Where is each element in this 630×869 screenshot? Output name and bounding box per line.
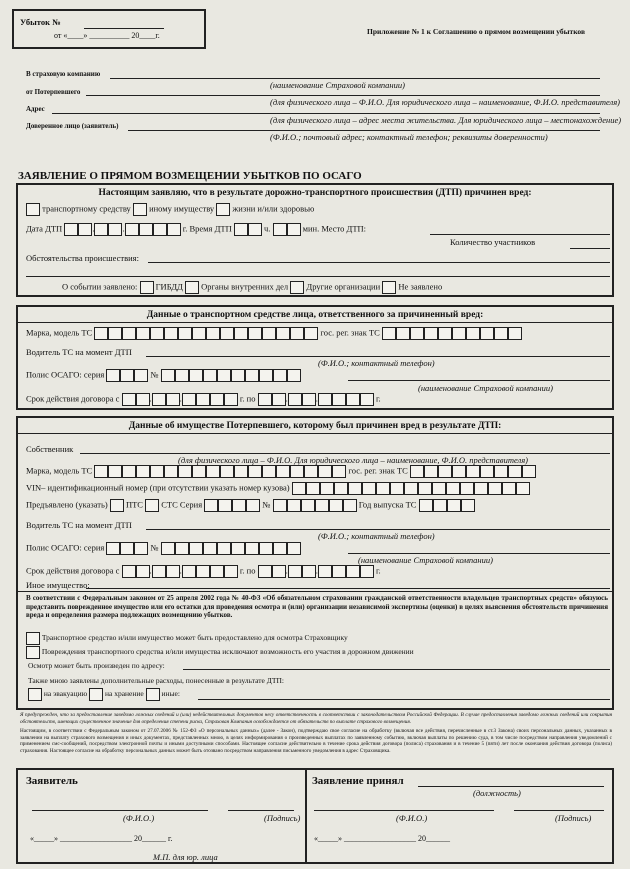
digit-cell[interactable]: [122, 393, 136, 406]
digit-cell[interactable]: [120, 369, 134, 382]
section-guilty-vehicle: Данные о транспортном средстве лица, ответственного за причиненный вред: Марка, модель ТС гос. рег. знак ТС Водитель ТС на момент ДТП (Ф.И.О.; контактный телефон) Полис ОСАГО: серия № (наименование Страховой компании) Срок действия договора с . . г. по . . г.: [16, 305, 614, 410]
digit-cell[interactable]: [224, 565, 238, 578]
digit-cell[interactable]: [108, 223, 122, 236]
address-field[interactable]: [52, 113, 600, 114]
gibdd-label: ГИБДД: [155, 281, 183, 292]
digit-cell[interactable]: [217, 542, 231, 555]
digit-cell[interactable]: [166, 393, 180, 406]
digit-cell[interactable]: [164, 327, 178, 340]
digit-cell[interactable]: [234, 223, 248, 236]
vin-label: VIN– идентификационный номер (при отсутствии указать номер кузова): [26, 482, 290, 493]
victim-insurer-field[interactable]: [348, 553, 610, 554]
digit-cell[interactable]: [108, 327, 122, 340]
digit-cell[interactable]: [259, 542, 273, 555]
digit-cell[interactable]: [245, 542, 259, 555]
checkbox-not-reported[interactable]: [382, 281, 396, 294]
victim-term-label: Срок действия договора с: [26, 565, 120, 576]
digit-cell[interactable]: [432, 482, 446, 495]
section-damage: [16, 183, 614, 297]
digit-cell[interactable]: [332, 393, 346, 406]
victim-policy-hint: (наименование Страховой компании): [358, 555, 493, 565]
digit-cell[interactable]: [153, 223, 167, 236]
inspection-label: Осмотр может быть произведен по адресу:: [28, 661, 165, 670]
digit-cell[interactable]: [203, 369, 217, 382]
digit-cell[interactable]: [258, 393, 272, 406]
accepted-label: Заявление принял: [312, 775, 404, 787]
digit-cell[interactable]: [136, 327, 150, 340]
digit-cell[interactable]: [106, 542, 120, 555]
evac-label: на эвакуацию: [43, 689, 88, 699]
digit-cell[interactable]: [410, 327, 424, 340]
digit-cell[interactable]: [234, 327, 248, 340]
digit-cell[interactable]: [134, 369, 148, 382]
digit-cell[interactable]: [175, 542, 189, 555]
digit-cell[interactable]: [396, 327, 410, 340]
digit-cell[interactable]: [224, 393, 238, 406]
digit-cell[interactable]: [382, 327, 396, 340]
guilty-driver-label: Водитель ТС на момент ДТП: [26, 347, 132, 357]
victim-driver-field[interactable]: [146, 529, 610, 530]
digit-cell[interactable]: [94, 327, 108, 340]
digit-cell[interactable]: [488, 482, 502, 495]
hour-suffix: ч.: [263, 223, 271, 234]
digit-cell[interactable]: [290, 465, 304, 478]
applicant-fio-field[interactable]: [32, 810, 208, 811]
digit-cell[interactable]: [178, 465, 192, 478]
digit-cell[interactable]: [122, 465, 136, 478]
digit-cell[interactable]: [120, 542, 134, 555]
digit-cell[interactable]: [360, 565, 374, 578]
digit-cell[interactable]: [272, 393, 286, 406]
victim-reg-label: гос. рег. знак ТС: [348, 465, 408, 476]
accepted-date: «_____» __________________ 20______: [314, 834, 450, 843]
applicant-date: «_____» __________________ 20______ г.: [30, 834, 173, 843]
digit-cell[interactable]: [508, 465, 522, 478]
digit-cell[interactable]: [161, 369, 175, 382]
guilty-no-label: №: [150, 369, 159, 380]
guilty-driver-hint: (Ф.И.О.; контактный телефон): [318, 358, 435, 368]
victim-policy-label: Полис ОСАГО: серия: [26, 542, 105, 553]
dtp-place-label: мин. Место ДТП:: [302, 223, 367, 234]
digit-cell[interactable]: [231, 369, 245, 382]
digit-cell[interactable]: [152, 565, 166, 578]
digit-cell[interactable]: [94, 223, 108, 236]
digit-cell[interactable]: [178, 327, 192, 340]
owner-field[interactable]: [80, 453, 610, 454]
digit-cell[interactable]: [480, 327, 494, 340]
to-company-hint: (наименование Страховой компании): [270, 80, 405, 90]
digit-cell[interactable]: [192, 327, 206, 340]
digit-cell[interactable]: [220, 327, 234, 340]
digit-cell[interactable]: [318, 393, 332, 406]
applicant-signature-hint: (Подпись): [264, 813, 301, 823]
proxy-hint: (Ф.И.О.; почтовый адрес; контактный телефон; реквизиты доверенности): [270, 132, 548, 142]
section-damage-heading: Настоящим заявляю, что в результате дорожно-транспортного происшествия (ДТП) причинен вред:: [98, 188, 532, 198]
digit-cell[interactable]: [318, 465, 332, 478]
digit-cell[interactable]: [362, 482, 376, 495]
digit-cell[interactable]: [136, 565, 150, 578]
digit-cell[interactable]: [122, 565, 136, 578]
digit-cell[interactable]: [302, 565, 316, 578]
presented-label: Предъявлено (указать): [26, 499, 108, 510]
digit-cell[interactable]: [508, 327, 522, 340]
digit-cell[interactable]: [446, 482, 460, 495]
digit-cell[interactable]: [182, 565, 196, 578]
digit-cell[interactable]: [276, 327, 290, 340]
circumstances-label: Обстоятельства происшествия:: [26, 253, 139, 263]
digit-cell[interactable]: [433, 499, 447, 512]
digit-cell[interactable]: [196, 565, 210, 578]
reported-label: О событии заявлено:: [62, 281, 138, 292]
digit-cell[interactable]: [404, 482, 418, 495]
digit-cell[interactable]: [231, 542, 245, 555]
digit-cell[interactable]: [287, 369, 301, 382]
digit-cell[interactable]: [161, 542, 175, 555]
digit-cell[interactable]: [136, 393, 150, 406]
accepted-fio-field[interactable]: [314, 810, 494, 811]
digit-cell[interactable]: [248, 327, 262, 340]
digit-cell[interactable]: [306, 482, 320, 495]
digit-cell[interactable]: [290, 327, 304, 340]
victim-term-to: г. по: [239, 565, 256, 576]
digit-cell[interactable]: [424, 465, 438, 478]
digit-cell[interactable]: [320, 482, 334, 495]
digit-cell[interactable]: [64, 223, 78, 236]
digit-cell[interactable]: [234, 465, 248, 478]
digit-cell[interactable]: [220, 465, 234, 478]
victim-driver-label: Водитель ТС на момент ДТП: [26, 520, 132, 530]
digit-cell[interactable]: [329, 499, 343, 512]
digit-cell[interactable]: [125, 223, 139, 236]
digit-cell[interactable]: [273, 542, 287, 555]
digit-cell[interactable]: [259, 369, 273, 382]
loss-number-label: Убыток №: [20, 17, 61, 27]
guilty-reg-label: гос. рег. знак ТС: [320, 327, 380, 338]
section-victim-heading: Данные об имуществе Потерпевшего, которому был причинен вред в результате ДТП:: [18, 421, 612, 434]
digit-cell[interactable]: [210, 393, 224, 406]
digit-cell[interactable]: [287, 499, 301, 512]
accepted-signature-field[interactable]: [514, 810, 604, 811]
from-victim-field[interactable]: [86, 95, 600, 96]
checkbox-property[interactable]: [133, 203, 147, 216]
digit-cell[interactable]: [164, 465, 178, 478]
storage-label: на хранение: [104, 689, 144, 699]
opt-can-inspect-label: Транспортное средство и/или имущество может быть предоставлено для осмотра Страховщику: [41, 633, 348, 643]
digit-cell[interactable]: [332, 565, 346, 578]
victim-no-label: №: [150, 542, 159, 553]
digit-cell[interactable]: [343, 499, 357, 512]
digit-cell[interactable]: [376, 482, 390, 495]
digit-cell[interactable]: [452, 465, 466, 478]
digit-cell[interactable]: [203, 542, 217, 555]
digit-cell[interactable]: [302, 393, 316, 406]
year-label: Год выпуска ТС: [358, 499, 417, 510]
applicant-signature-field[interactable]: [228, 810, 294, 811]
digit-cell[interactable]: [248, 465, 262, 478]
other-exp-label: иные:: [161, 689, 180, 699]
inspection-address-field[interactable]: [183, 669, 610, 670]
digit-cell[interactable]: [273, 499, 287, 512]
checkbox-evac[interactable]: [28, 688, 42, 701]
digit-cell[interactable]: [461, 499, 475, 512]
proxy-label: Доверенное лицо (заявитель): [26, 122, 119, 130]
opt-property-label: иному имуществу: [149, 203, 215, 214]
digit-cell[interactable]: [480, 465, 494, 478]
digit-cell[interactable]: [332, 465, 346, 478]
sts-label: СТС Серия: [161, 499, 203, 510]
digit-cell[interactable]: [315, 499, 329, 512]
digit-cell[interactable]: [272, 565, 286, 578]
reported-row: [62, 281, 442, 294]
digit-cell[interactable]: [276, 465, 290, 478]
digit-cell[interactable]: [346, 565, 360, 578]
digit-cell[interactable]: [150, 465, 164, 478]
digit-cell[interactable]: [210, 565, 224, 578]
digit-cell[interactable]: [182, 393, 196, 406]
guilty-insurer-field[interactable]: [348, 380, 610, 381]
loss-number-box: [12, 9, 206, 49]
warning-text: Я предупрежден, что за предоставление заведомо ложных сведений и (или) недействительных документов несу ответственность в соответствии с законодательством Российской Федерации. В случае предоставления заведомо ложных сведений или сокрытия обстоятельств, имеющих существенное значение для определения степени риска, Страховая Компания освобождается от обязательств по выплате страхового возмещения.: [20, 712, 612, 725]
victim-make-label: Марка, модель ТС: [26, 465, 93, 476]
digit-cell[interactable]: [139, 223, 153, 236]
digit-cell[interactable]: [204, 499, 218, 512]
accepted-signature-hint: (Подпись): [555, 813, 592, 823]
digit-cell[interactable]: [108, 465, 122, 478]
digit-cell[interactable]: [466, 465, 480, 478]
digit-cell[interactable]: [301, 499, 315, 512]
owner-label: Собственник: [26, 444, 74, 454]
digit-cell[interactable]: [466, 327, 480, 340]
digit-cell[interactable]: [258, 565, 272, 578]
other-expenses-field[interactable]: [198, 699, 610, 700]
guilty-term-end: г.: [375, 393, 381, 404]
checkbox-life[interactable]: [216, 203, 230, 216]
loss-date: от «____» __________ 20____г.: [54, 31, 160, 40]
guilty-term-to: г. по: [239, 393, 256, 404]
digit-cell[interactable]: [522, 465, 536, 478]
opt-cannot-drive-label: Повреждения транспортного средства и/или имущества исключают возможность его участия в дорожном движении: [41, 647, 414, 657]
opt-life-label: жизни и/или здоровью: [232, 203, 315, 214]
digit-cell[interactable]: [494, 465, 508, 478]
digit-cell[interactable]: [189, 542, 203, 555]
digit-cell[interactable]: [390, 482, 404, 495]
other-org-label: Другие организации: [306, 281, 381, 292]
law-text: В соответствии с Федеральным законом от 25 апреля 2002 года № 40-ФЗ «Об обязательном страховании гражданской ответственности владельцев транспортных средств» обязуюсь представить поврежденное имущество или его остатки для проведения осмотра и (или) организации независимой экспертизы (оценки) в целях выяснения обстоятельств причинения вреда и определения размера подлежащих возмещению убытков.: [26, 594, 608, 619]
digit-cell[interactable]: [122, 327, 136, 340]
digit-cell[interactable]: [304, 465, 318, 478]
digit-cell[interactable]: [348, 482, 362, 495]
consent-text: Настоящим, в соответствии с Федеральным законом от 27.07.2006 № 152-ФЗ «О персональных данных» (далее - Закон), подтверждаю свое согласие на обработку (включая все действия, перечисленные в ст.3 Закона) своих персональных данных, указанных в заявлении на выплату страхового возмещения и иных документах, представленных мною, в целях информирования о произведенных выплатах по заявленному событию, включая выплаты по решению суда, в том числе посредством направления уведомлений с применением смс-сообщений, посредством электронной почты и иными доступными способами. Настоящее согласие действительно в течение срока действия договора (полиса) страхования и в течение 5 (пяти) лет после окончания действия договора (полиса) страхования. Настоящее согласие на обработку персональных данных может быть отозвано посредством направления письменного уведомления в адрес Страховщика.: [20, 728, 612, 754]
digit-cell[interactable]: [94, 465, 108, 478]
other-property-label: Иное имущество:: [26, 580, 90, 590]
digit-cell[interactable]: [424, 327, 438, 340]
digit-cell[interactable]: [346, 393, 360, 406]
digit-cell[interactable]: [217, 369, 231, 382]
digit-cell[interactable]: [516, 482, 530, 495]
digit-cell[interactable]: [196, 393, 210, 406]
digit-cell[interactable]: [245, 369, 259, 382]
digit-cell[interactable]: [288, 393, 302, 406]
guilty-policy-label: Полис ОСАГО: серия: [26, 369, 105, 380]
digit-cell[interactable]: [287, 542, 301, 555]
digit-cell[interactable]: [447, 499, 461, 512]
digit-cell[interactable]: [287, 223, 301, 236]
appendix-note: Приложение № 1 к Соглашению о прямом возмещении убытков: [367, 27, 586, 36]
pts-label: ПТС: [125, 499, 143, 510]
digit-cell[interactable]: [152, 393, 166, 406]
to-company-field[interactable]: [110, 78, 600, 79]
digit-cell[interactable]: [218, 499, 232, 512]
address-label: Адрес: [26, 105, 45, 113]
digit-cell[interactable]: [452, 327, 466, 340]
guilty-policy-hint: (наименование Страховой компании): [418, 383, 553, 393]
digit-cell[interactable]: [167, 223, 181, 236]
victim-driver-hint: (Ф.И.О.; контактный телефон): [318, 531, 435, 541]
digit-cell[interactable]: [410, 465, 424, 478]
digit-cell[interactable]: [438, 327, 452, 340]
checkbox-other-exp[interactable]: [146, 688, 160, 701]
digit-cell[interactable]: [248, 223, 262, 236]
digit-cell[interactable]: [150, 327, 164, 340]
digit-cell[interactable]: [494, 327, 508, 340]
participants-field[interactable]: [570, 248, 610, 249]
circumstances-field-2[interactable]: [26, 276, 610, 277]
digit-cell[interactable]: [460, 482, 474, 495]
checkbox-police[interactable]: [185, 281, 199, 294]
digit-cell[interactable]: [273, 223, 287, 236]
dtp-place-field[interactable]: [430, 234, 610, 235]
guilty-make-label: Марка, модель ТС: [26, 327, 93, 338]
dtp-date-row: Дата ДТП . . г. Время ДТП ч. мин. Место ДТП:: [26, 223, 366, 236]
accepted-fio-hint: (Ф.И.О.): [396, 813, 428, 823]
digit-cell[interactable]: [106, 369, 120, 382]
digit-cell[interactable]: [273, 369, 287, 382]
checkbox-gibdd[interactable]: [140, 281, 154, 294]
checkbox-vehicle[interactable]: [26, 203, 40, 216]
guilty-term-label: Срок действия договора с: [26, 393, 120, 404]
digit-cell[interactable]: [360, 393, 374, 406]
expenses-label: Также мною заявлены дополнительные расходы, понесенные в результате ДТП:: [28, 676, 284, 685]
opt-vehicle-label: транспортному средству: [42, 203, 131, 214]
from-victim-label: от Потерпевшего: [26, 88, 81, 96]
section-victim-property: Данные об имуществе Потерпевшего, которому был причинен вред в результате ДТП: Собственник (для физического лица – Ф.И.О. Для юридического лица – наименование, Ф.И.О. представителя) Марка, модель ТС гос. рег. знак ТС VIN– идентификационный номер (при отсутствии указать номер кузова) Предъявлено (указать) ПТС СТС Серия № Год выпуска ТС Водитель ТС на момент ДТП (Ф.И.О.; контактный телефон) Полис ОСАГО: серия № (наименование Страховой компании) Срок действия договора с . . г. по . . г. Иное имущество: В соответствии с Федеральным законом от 25 апреля 2002 года № 40-ФЗ «Об обязательном страховании гражданской ответственности владельцев транспортных средств» обязуюсь представить поврежденное имущество или его остатки для проведения осмотра и (или) организации независимой экспертизы (оценки) в целях выяснения обстоятельств причинения вреда и определения размера подлежащих возмещению убытков. Транспортное средство и/или имущество может быть предоставлено для осмотра Страховщику Повреждения транспортного средства и/или имущества исключают возможность его участия в дорожном движении Осмотр может быть произведен по адресу: Также мною заявлены дополнительные расходы, понесенные в результате ДТП: на эвакуацию на хранение иные:: [16, 416, 614, 710]
digit-cell[interactable]: [136, 465, 150, 478]
digit-cell[interactable]: [206, 327, 220, 340]
digit-cell[interactable]: [189, 369, 203, 382]
digit-cell[interactable]: [262, 465, 276, 478]
page-title: ЗАЯВЛЕНИЕ О ПРЯМОМ ВОЗМЕЩЕНИИ УБЫТКОВ ПО ОСАГО: [18, 170, 362, 182]
digit-cell[interactable]: [304, 327, 318, 340]
digit-cell[interactable]: [334, 482, 348, 495]
digit-cell[interactable]: [438, 465, 452, 478]
digit-cell[interactable]: [502, 482, 516, 495]
participants-label: Количество участников: [450, 237, 536, 247]
applicant-label: Заявитель: [26, 775, 78, 787]
guilty-driver-field[interactable]: [146, 356, 610, 357]
applicant-fio-hint: (Ф.И.О.): [123, 813, 155, 823]
loss-number-field[interactable]: [84, 28, 164, 29]
address-hint: (для физического лица – адрес места жительства. Для юридического лица – местонахождение): [270, 115, 622, 125]
other-property-field[interactable]: [86, 588, 610, 589]
footer-signatures: [16, 768, 614, 864]
not-reported-label: Не заявлено: [398, 281, 443, 292]
proxy-field[interactable]: [128, 130, 600, 131]
digit-cell[interactable]: [78, 223, 92, 236]
checkbox-storage[interactable]: [89, 688, 103, 701]
position-hint: (должность): [473, 788, 521, 798]
owner-hint: (для физического лица – Ф.И.О. Для юридического лица – наименование, Ф.И.О. представителя): [178, 455, 529, 465]
digit-cell[interactable]: [192, 465, 206, 478]
digit-cell[interactable]: [246, 499, 260, 512]
digit-cell[interactable]: [262, 327, 276, 340]
dtp-time-label: г. Время ДТП: [182, 223, 232, 234]
digit-cell[interactable]: [418, 482, 432, 495]
checkbox-sts[interactable]: [145, 499, 159, 512]
digit-cell[interactable]: [175, 369, 189, 382]
digit-cell[interactable]: [318, 565, 332, 578]
digit-cell[interactable]: [419, 499, 433, 512]
digit-cell[interactable]: [134, 542, 148, 555]
circumstances-field[interactable]: [148, 262, 610, 263]
from-victim-hint: (для физического лица – Ф.И.О. Для юридического лица – наименование, Ф.И.О. представителя): [270, 97, 621, 107]
checkbox-cannot-drive[interactable]: [26, 646, 40, 659]
dtp-date-label: Дата ДТП: [26, 223, 63, 234]
accepted-position-field[interactable]: [418, 786, 604, 787]
to-company-label: В страховую компанию: [26, 70, 101, 78]
doc-no-label: №: [262, 499, 271, 510]
checkbox-other-org[interactable]: [290, 281, 304, 294]
checkbox-can-inspect[interactable]: [26, 632, 40, 645]
digit-cell[interactable]: [232, 499, 246, 512]
section-guilty-heading: Данные о транспортном средстве лица, ответственного за причиненный вред:: [18, 310, 612, 323]
digit-cell[interactable]: [292, 482, 306, 495]
victim-term-end: г.: [375, 565, 381, 576]
checkbox-pts[interactable]: [110, 499, 124, 512]
digit-cell[interactable]: [288, 565, 302, 578]
digit-cell[interactable]: [474, 482, 488, 495]
digit-cell[interactable]: [166, 565, 180, 578]
stamp-hint: М.П. для юр. лица: [153, 852, 218, 862]
police-label: Органы внутренних дел: [201, 281, 289, 292]
digit-cell[interactable]: [206, 465, 220, 478]
